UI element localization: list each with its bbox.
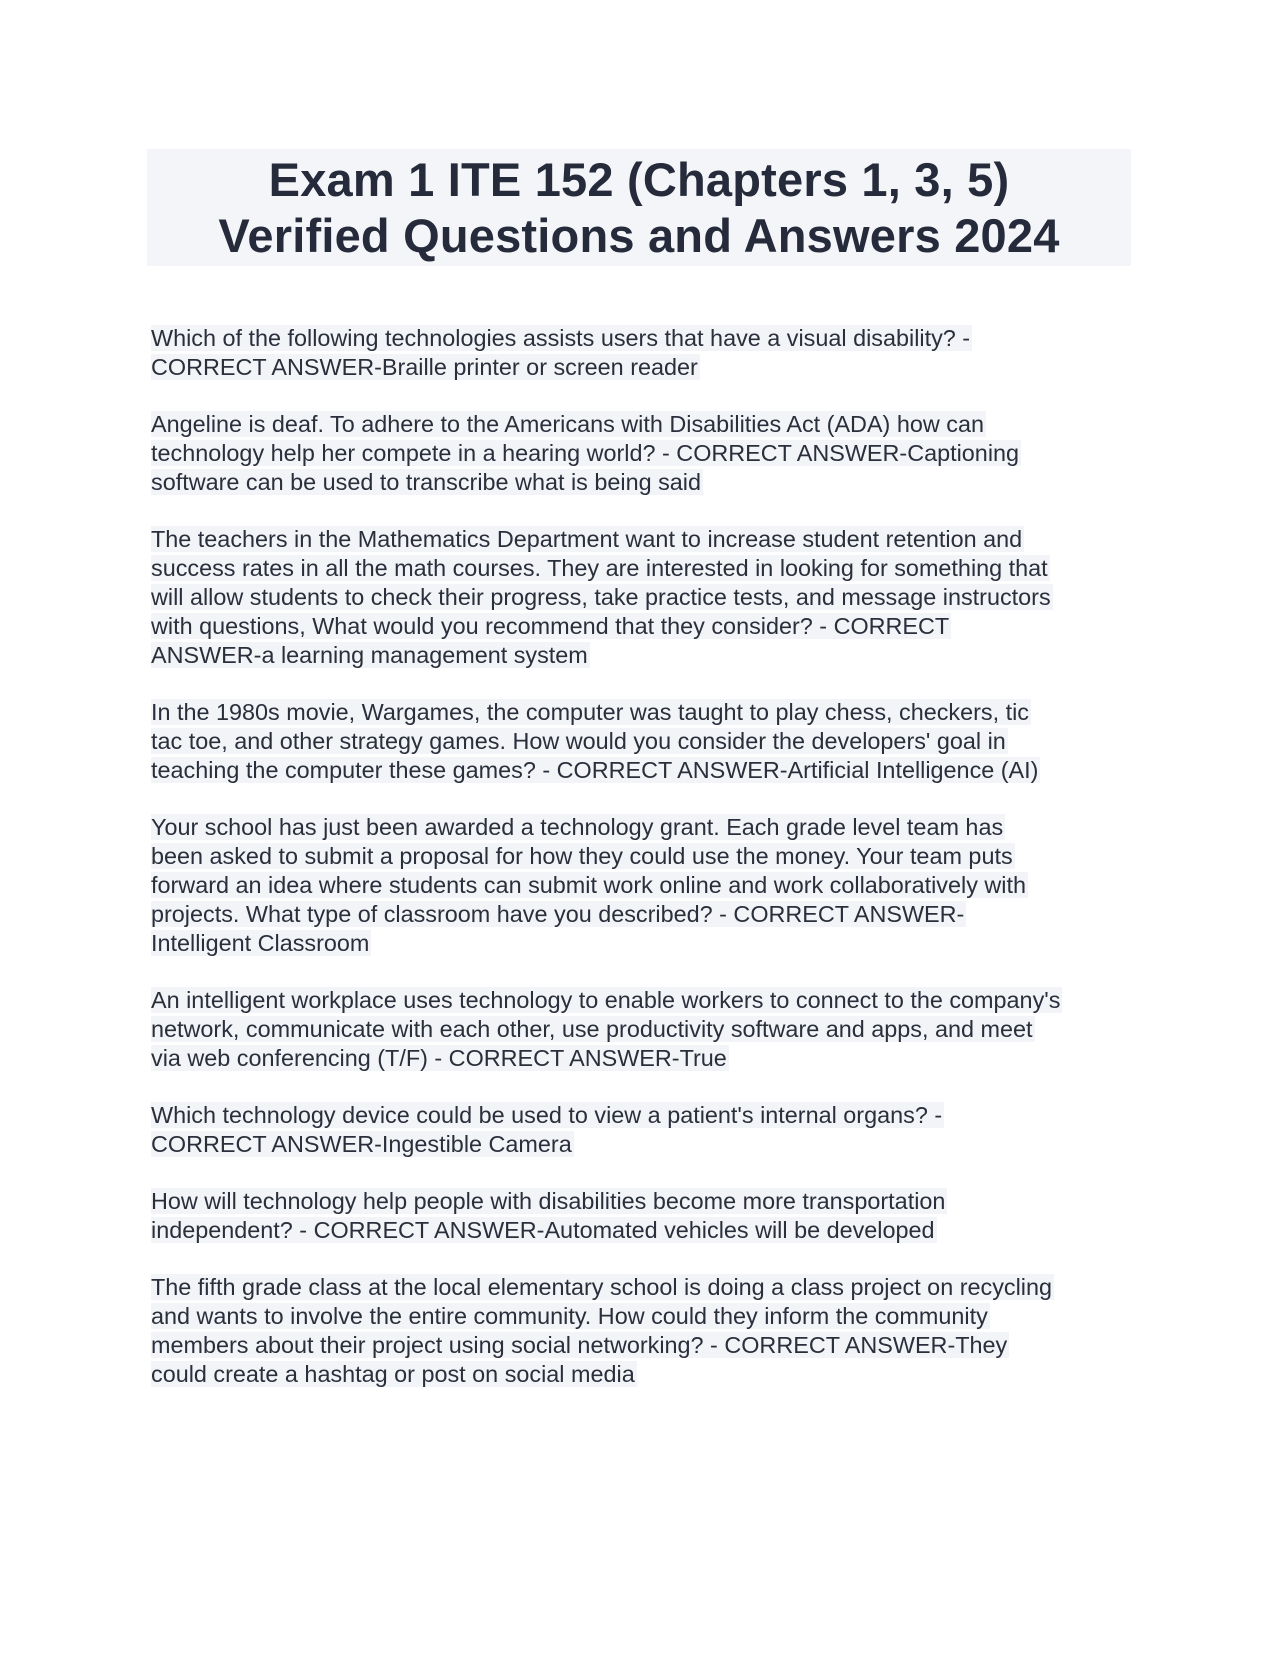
document-title <box>147 149 1131 266</box>
qa-text-line: success rates in all the math courses. They are interested in looking for something that <box>151 555 1048 581</box>
qa-text-line: members about their project using social networking? - CORRECT ANSWER-They <box>151 1332 1008 1358</box>
qa-item <box>151 410 1141 497</box>
qa-text-line: been asked to submit a proposal for how they could use the money. Your team puts <box>151 843 1013 869</box>
qa-text-line: could create a hashtag or post on social media <box>151 1361 635 1387</box>
qa-text-line: and wants to involve the entire community. How could they inform the community <box>151 1303 988 1329</box>
qa-text-line: tac toe, and other strategy games. How would you consider the developers' goal in <box>151 728 1006 754</box>
qa-text-line: with questions, What would you recommend that they consider? - CORRECT <box>151 613 950 639</box>
qa-item <box>151 1273 1141 1389</box>
qa-item <box>151 698 1141 785</box>
qa-text-line: Which of the following technologies assists users that have a visual disability? - <box>151 325 971 351</box>
title-line-2: Verified Questions and Answers 2024 <box>218 209 1060 262</box>
title-line-1: Exam 1 ITE 152 (Chapters 1, 3, 5) <box>268 153 1010 206</box>
qa-text-line: An intelligent workplace uses technology to enable workers to connect to the company's <box>151 987 1061 1013</box>
qa-text-line: The fifth grade class at the local elementary school is doing a class project on recycling <box>151 1274 1052 1300</box>
qa-text-line: CORRECT ANSWER-Braille printer or screen reader <box>151 354 698 380</box>
qa-item <box>151 1101 1141 1159</box>
qa-text-line: In the 1980s movie, Wargames, the computer was taught to play chess, checkers, tic <box>151 699 1029 725</box>
qa-text-line: software can be used to transcribe what is being said <box>151 469 701 495</box>
qa-text-line: forward an idea where students can submit work online and work collaboratively with <box>151 872 1026 898</box>
qa-text-line: The teachers in the Mathematics Department want to increase student retention and <box>151 526 1023 552</box>
qa-text-line: technology help her compete in a hearing world? - CORRECT ANSWER-Captioning <box>151 440 1020 466</box>
qa-text-line: CORRECT ANSWER-Ingestible Camera <box>151 1131 572 1157</box>
qa-text-line: Your school has just been awarded a technology grant. Each grade level team has <box>151 814 1004 840</box>
qa-text-line: independent? - CORRECT ANSWER-Automated vehicles will be developed <box>151 1217 935 1243</box>
qa-item <box>151 813 1141 958</box>
qa-text-line: teaching the computer these games? - CORRECT ANSWER-Artificial Intelligence (AI) <box>151 757 1039 783</box>
qa-text-line: Angeline is deaf. To adhere to the Americans with Disabilities Act (ADA) how can <box>151 411 984 437</box>
qa-item <box>151 525 1141 670</box>
qa-text-line: Which technology device could be used to view a patient's internal organs? - <box>151 1102 943 1128</box>
qa-text-line: via web conferencing (T/F) - CORRECT ANSWER-True <box>151 1045 727 1071</box>
qa-item <box>151 986 1141 1073</box>
qa-text-line: projects. What type of classroom have you described? - CORRECT ANSWER- <box>151 901 965 927</box>
qa-text-line: How will technology help people with disabilities become more transportation <box>151 1188 946 1214</box>
qa-text-line: Intelligent Classroom <box>151 930 370 956</box>
qa-text-line: network, communicate with each other, use productivity software and apps, and meet <box>151 1016 1033 1042</box>
qa-list <box>151 324 1141 1417</box>
qa-text-line: will allow students to check their progress, take practice tests, and message instructors <box>151 584 1051 610</box>
qa-item <box>151 324 1141 382</box>
qa-text-line: ANSWER-a learning management system <box>151 642 588 668</box>
qa-item <box>151 1187 1141 1245</box>
